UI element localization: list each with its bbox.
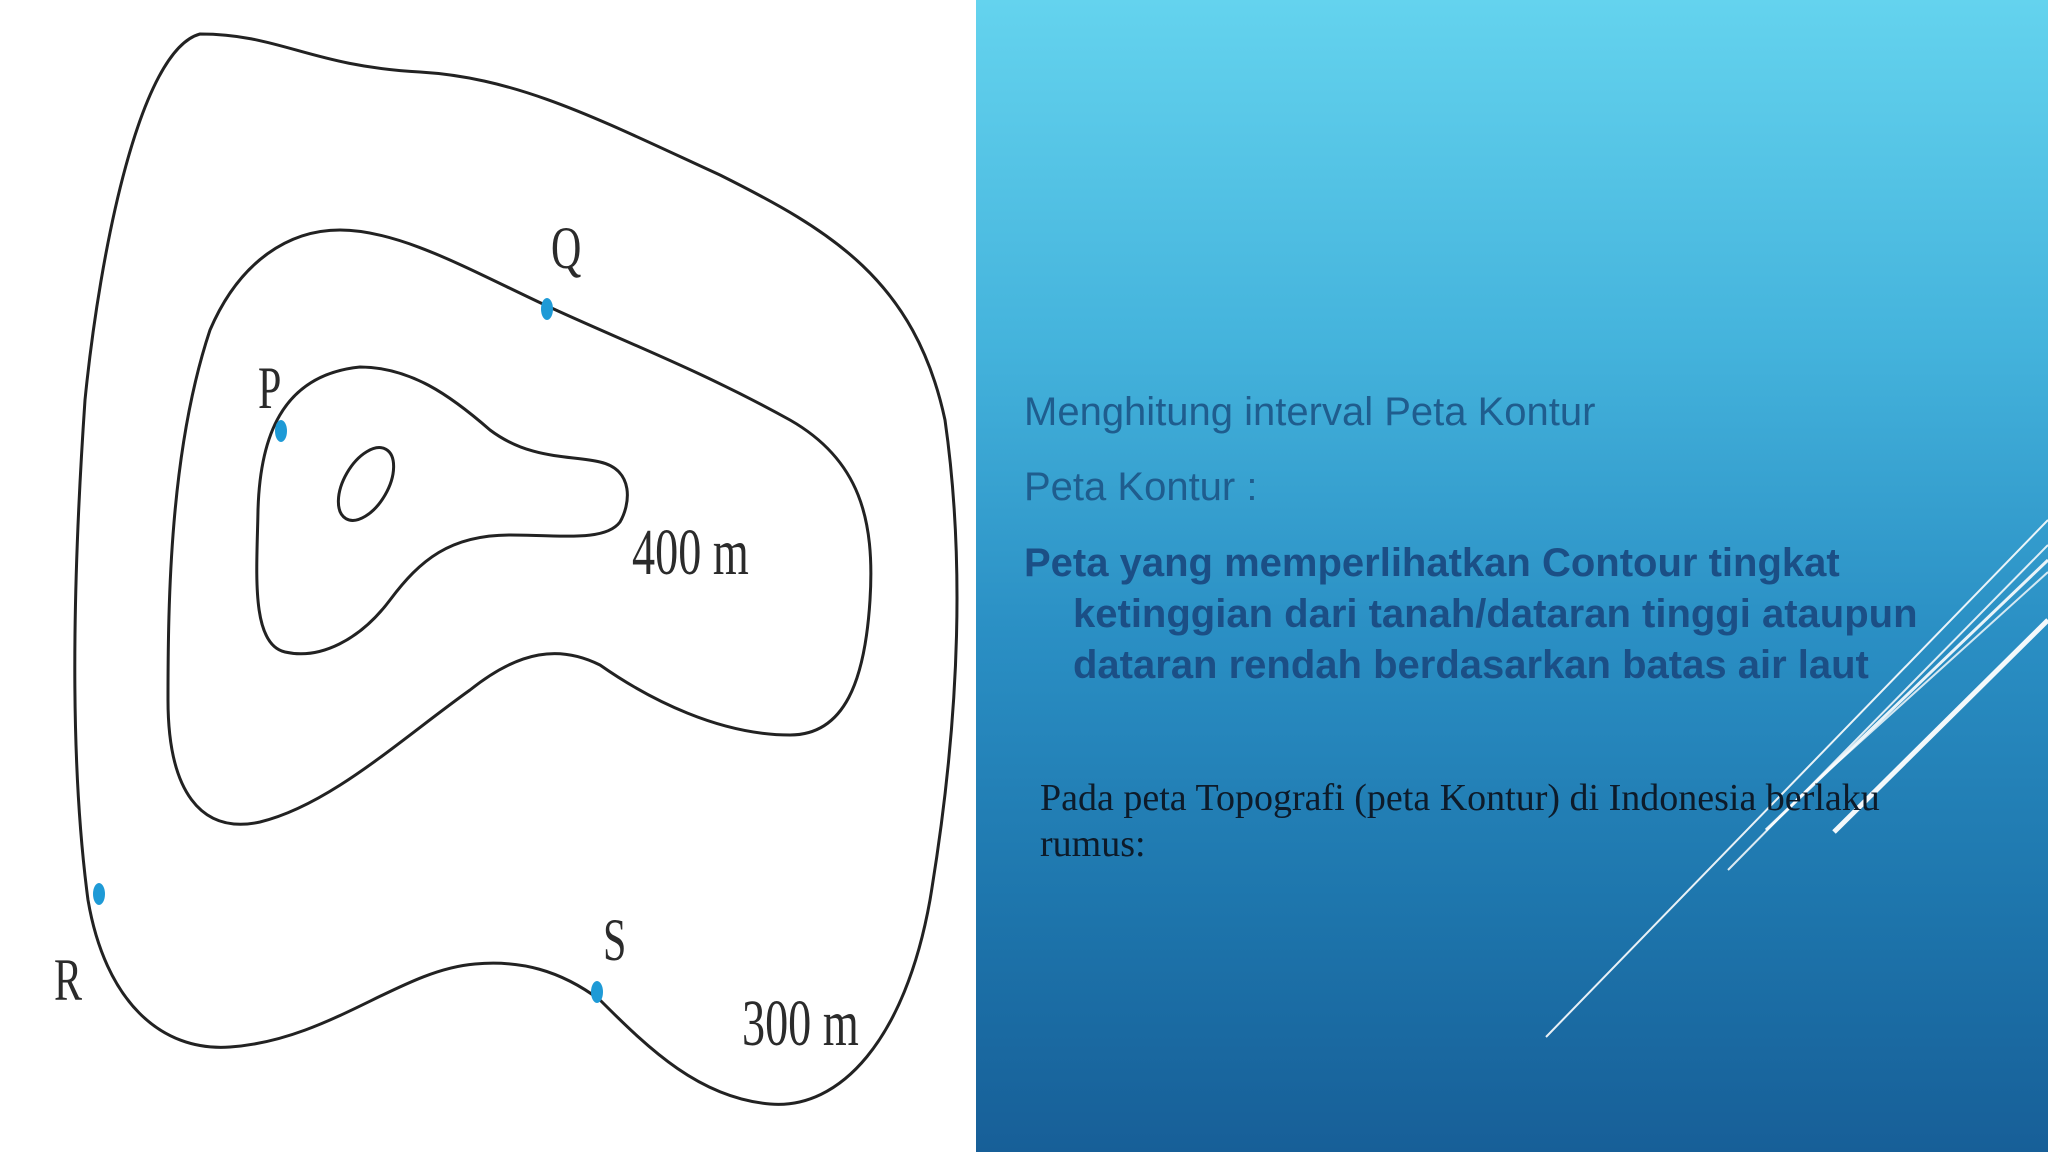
contour-line-middle (168, 230, 871, 824)
point-label-r: R (53, 947, 83, 1014)
elevation-label-400: 400 m (632, 516, 749, 590)
definition-term: Peta Kontur : (1024, 465, 1258, 509)
contour-line-outer (75, 34, 957, 1104)
elevation-label-300: 300 m (742, 987, 859, 1061)
point-label-s: S (603, 907, 627, 974)
point-label-p: P (258, 355, 282, 422)
summit-contour (327, 438, 405, 529)
contour-map (0, 0, 976, 1152)
point-label-q: Q (551, 215, 582, 282)
definition-text: Peta yang memperlihatkan Contour tingkat ketinggian dari tanah/dataran tinggi ataupun dataran rendah berdasarkan batas air laut (1024, 541, 1918, 687)
point-marker-q (541, 298, 553, 320)
formula-intro-text: Pada peta Topografi (peta Kontur) di Indonesia berlaku rumus: (1040, 777, 1880, 865)
contour-line-inner (257, 367, 628, 654)
point-marker-r (93, 883, 105, 905)
text-panel (976, 0, 2048, 1152)
contour-map-panel (0, 0, 976, 1152)
slide-text-block (1024, 388, 1984, 691)
point-marker-s (591, 981, 603, 1003)
point-marker-p (275, 420, 287, 442)
slide-heading: Menghitung interval Peta Kontur (1024, 390, 1596, 434)
